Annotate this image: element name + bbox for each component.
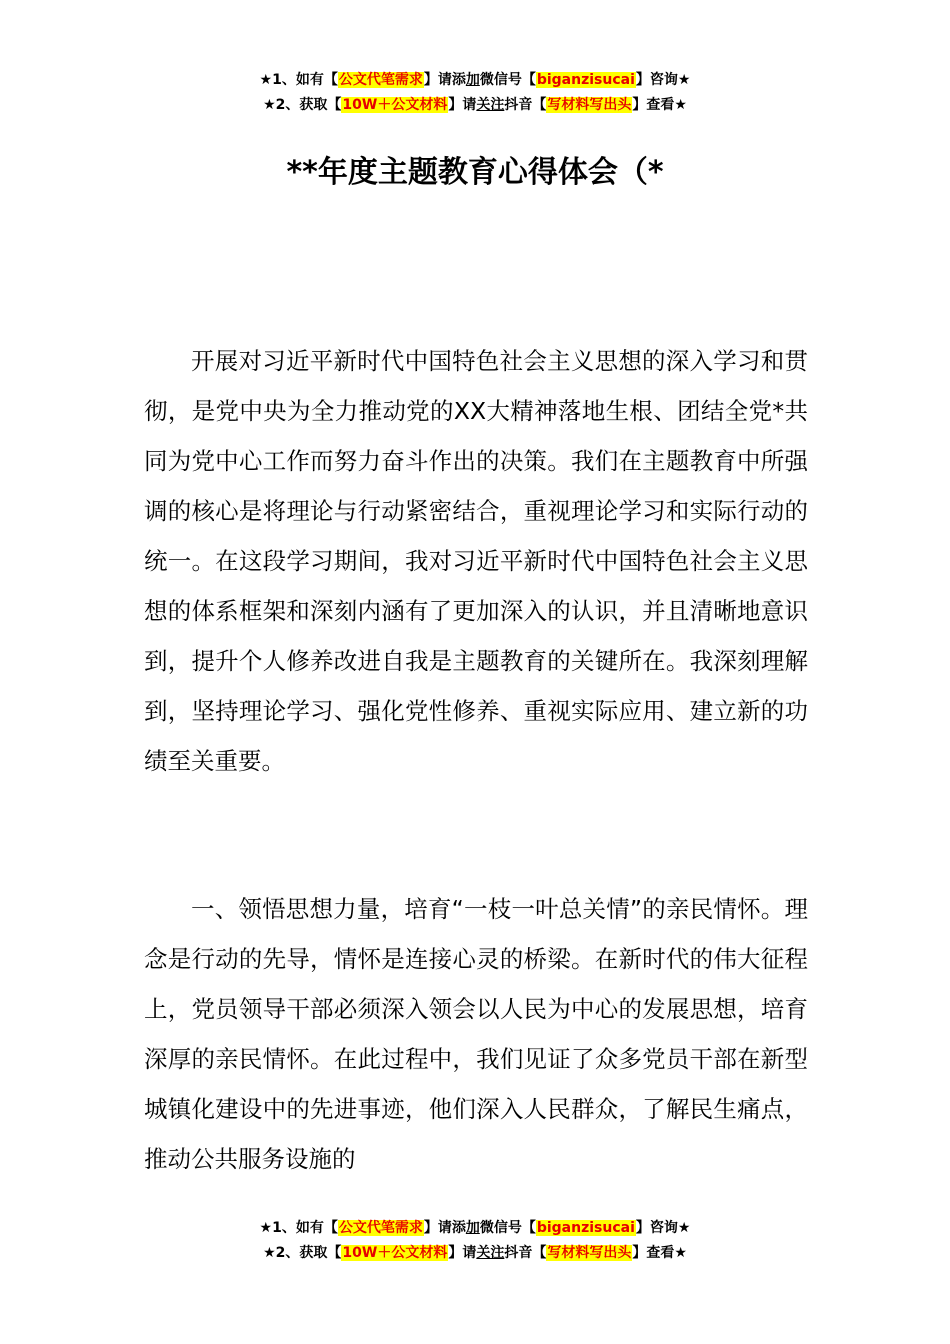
banner-text: 微信号【	[479, 1220, 536, 1236]
banner-text: 抖音【	[504, 1245, 547, 1261]
banner-highlight: 10W＋公文材料	[342, 97, 448, 113]
banner-text: 】查看★	[632, 1245, 687, 1261]
banner-underlined: 关注	[476, 1245, 505, 1261]
banner-text: 抖音【	[504, 97, 547, 113]
banner-text: ★2、获取【	[263, 97, 342, 113]
banner-text: ★2、获取【	[263, 1245, 342, 1261]
banner-line-2	[0, 93, 950, 118]
banner-text: 】请	[448, 1245, 477, 1261]
banner-highlight: biganzisucai	[536, 1220, 635, 1236]
banner-text: 】请添	[423, 1220, 466, 1236]
banner-text: ★1、如有【	[259, 1220, 338, 1236]
banner-line-2	[0, 1241, 950, 1266]
banner-text: 】请	[448, 97, 477, 113]
banner-line-1	[0, 68, 950, 93]
header-banner	[0, 68, 950, 118]
banner-underlined: 加	[465, 72, 480, 88]
banner-highlight: 公文代笔需求	[338, 72, 423, 88]
banner-text: 】咨询★	[635, 1220, 691, 1236]
banner-underlined: 关注	[476, 97, 505, 113]
banner-highlight: biganzisucai	[536, 72, 635, 88]
banner-highlight: 写材料写出头	[547, 1245, 632, 1261]
banner-underlined: 加	[465, 1220, 480, 1236]
paragraph-intro: 开展对习近平新时代中国特色社会主义思想的深入学习和贯彻，是党中央为全力推动党的XX大精神落地生根、团结全党*共同为党中心工作而努力奋斗作出的决策。我们在主题教育中所强调的核心是将理论与行动紧密结合，重视理论学习和实际行动的统一。在这段学习期间，我对习近平新时代中国特色社会主义思想的体系框架和深刻内涵有了更加深入的认识，并且清晰地意识到，提升个人修养改进自我是主题教育的关键所在。我深刻理解到，坚持理论学习、强化党性修养、重视实际应用、建立新的功绩至关重要。	[144, 347, 808, 775]
banner-text: 】请添	[423, 72, 466, 88]
document-title: **年度主题教育心得体会（*	[286, 155, 664, 190]
banner-highlight: 10W＋公文材料	[342, 1245, 448, 1261]
banner-text: 微信号【	[479, 72, 536, 88]
footer-banner	[0, 1216, 950, 1266]
banner-highlight: 公文代笔需求	[338, 1220, 423, 1236]
paragraph-section-1: 一、领悟思想力量，培育“一枝一叶总关情”的亲民情怀。理念是行动的先导，情怀是连接心灵的桥梁。在新时代的伟大征程上，党员领导干部必须深入领会以人民为中心的发展思想，培育深厚的亲民情怀。在此过程中，我们见证了众多党员干部在新型城镇化建设中的先进事迹，他们深入人民群众，了解民生痛点，推动公共服务设施的	[144, 895, 808, 1173]
banner-highlight: 写材料写出头	[547, 97, 632, 113]
banner-text: ★1、如有【	[259, 72, 338, 88]
banner-text: 】查看★	[632, 97, 687, 113]
banner-line-1	[0, 1216, 950, 1241]
banner-text: 】咨询★	[635, 72, 691, 88]
